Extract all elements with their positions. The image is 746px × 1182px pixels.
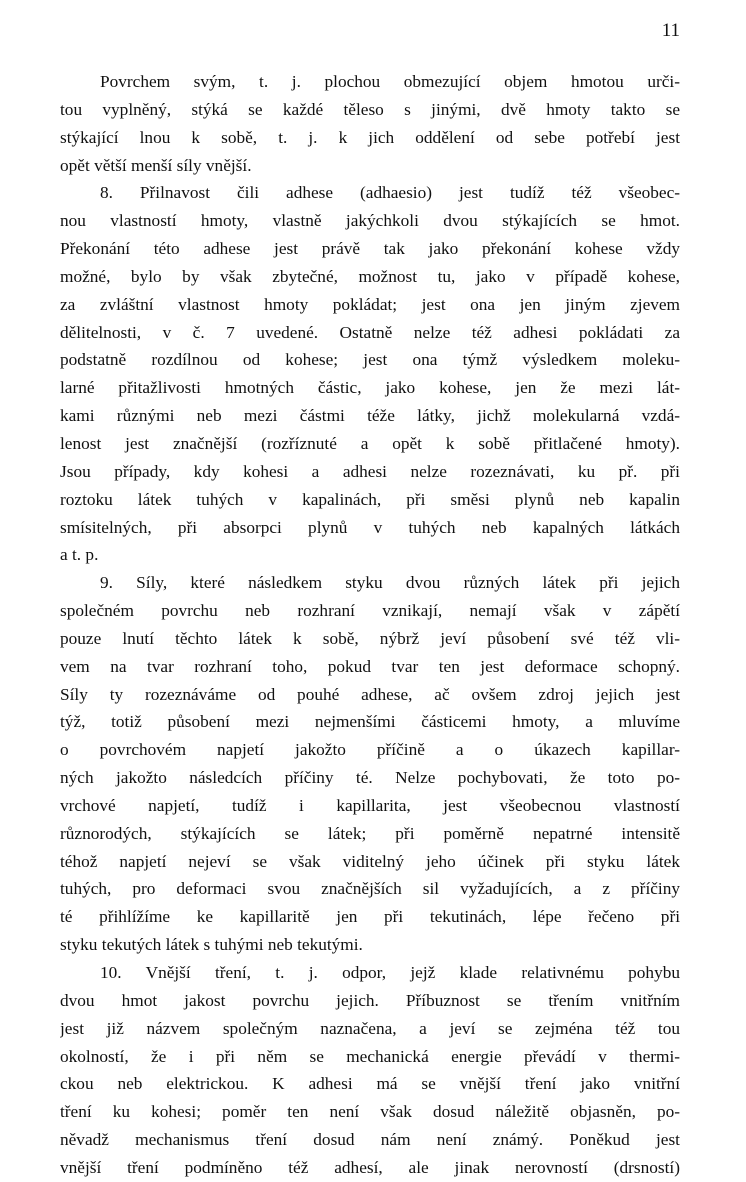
text-line: možné, bylo by však zbytečné, možnost tu, jako v případě kohese,: [60, 266, 680, 286]
text-line: Překonání této adhese jest právě tak jako překonání kohese vždy: [60, 239, 680, 259]
text-line: dvou hmot jakost povrchu jejich. Příbuznost se třením vnitřním: [60, 990, 680, 1010]
text-line: podstatně rozdílnou od kohese; jest ona týmž výsledkem moleku-: [60, 350, 680, 370]
text-line: ných jakožto následcích příčiny té. Nelze pochybovati, že toto po-: [60, 768, 680, 788]
text-line: 9. Síly, které následkem styku dvou různých látek při jejich: [100, 573, 680, 593]
text-line: Jsou případy, kdy kohesi a adhesi nelze rozeznávati, ku př. při: [60, 461, 680, 481]
text-line: té přihlížíme ke kapillaritě jen při tekutinách, lépe řečeno při: [60, 907, 680, 927]
text-line: tuhých, pro deformaci svou značnějších sil vyžadujících, a z příčiny: [60, 879, 680, 899]
text-line: Síly ty rozeznáváme od pouhé adhese, ač ovšem zdroj jejich jest: [60, 684, 680, 704]
text-line: larné přitažlivosti hmotných částic, jako kohese, jen že mezi lát-: [60, 378, 680, 398]
text-line: nou vlastností hmoty, vlastně jakýchkoli dvou stýkajících se hmot.: [60, 211, 680, 231]
text-line: společném povrchu neb rozhraní vznikají, nemají však v zápětí: [60, 601, 680, 621]
text-line: roztoku látek tuhých v kapalinách, při směsi plynů neb kapalin: [60, 489, 680, 509]
text-line: kami různými neb mezi částmi téže látky, jichž molekularná vzdá-: [60, 406, 680, 426]
text-line: týž, totiž působení mezi nejmenšími částicemi hmoty, a mluvíme: [60, 712, 680, 732]
text-line: tření ku kohesi; poměr ten není však dosud náležitě objasněn, po-: [60, 1102, 680, 1122]
text-line: vem na tvar rozhraní toho, pokud tvar ten jest deformace schopný.: [60, 656, 680, 676]
text-line: styku tekutých látek s tuhými neb tekutými.: [60, 935, 363, 955]
text-line: lenost jest značnější (rozříznuté a opět k sobě přitlačené hmoty).: [60, 433, 680, 453]
text-line: a t. p.: [60, 545, 99, 565]
text-line: Povrchem svým, t. j. plochou obmezující objem hmotou urči-: [100, 72, 680, 91]
text-line: jest již názvem společným naznačena, a jeví se zejména též tou: [60, 1018, 680, 1038]
text-line: za zvláštní vlastnost hmoty pokládat; jest ona jen jiným zjevem: [60, 294, 680, 314]
text-line: 8. Přilnavost čili adhese (adhaesio) jest tudíž též všeobec-: [100, 183, 680, 203]
page-number: 11: [661, 20, 680, 41]
text-line: opět větší menší síly vnější.: [60, 155, 252, 175]
text-line: stýkající lnou k sobě, t. j. k jich oddělení od sebe potřebí jest: [60, 127, 680, 147]
text-line: téhož napjetí nejeví se však viditelný jeho účinek při styku látek: [60, 851, 680, 871]
text-line: ckou neb elektrickou. K adhesi má se vnější tření jako vnitřní: [60, 1074, 680, 1094]
text-line: vnější tření podmíněno též adhesí, ale jinak nerovností (drsností): [60, 1157, 680, 1177]
text-line: o povrchovém napjetí jakožto příčině a o úkazech kapillar-: [60, 740, 680, 760]
text-line: něvadž mechanismus tření dosud nám není známý. Poněkud jest: [60, 1130, 680, 1150]
text-line: různorodých, stýkajících se látek; při poměrně nepatrné intensitě: [60, 823, 680, 843]
text-line: smísitelných, při absorpci plynů v tuhých neb kapalných látkách: [60, 517, 680, 537]
text-line: dělitelnosti, v č. 7 uvedené. Ostatně nelze též adhesi pokládati za: [60, 322, 680, 342]
text-line: 10. Vnější tření, t. j. odpor, jejž klade relativnému pohybu: [100, 963, 680, 982]
text-line: tou vyplněný, stýká se každé těleso s jinými, dvě hmoty takto se: [60, 99, 680, 119]
text-line: pouze lnutí těchto látek k sobě, nýbrž jeví působení své též vli-: [60, 628, 680, 648]
text-line: vrchové napjetí, tudíž i kapillarita, jest všeobecnou vlastností: [60, 795, 680, 815]
text-line: okolností, že i při něm se mechanická energie převádí v thermi-: [60, 1046, 680, 1066]
body-text: [60, 68, 680, 1182]
